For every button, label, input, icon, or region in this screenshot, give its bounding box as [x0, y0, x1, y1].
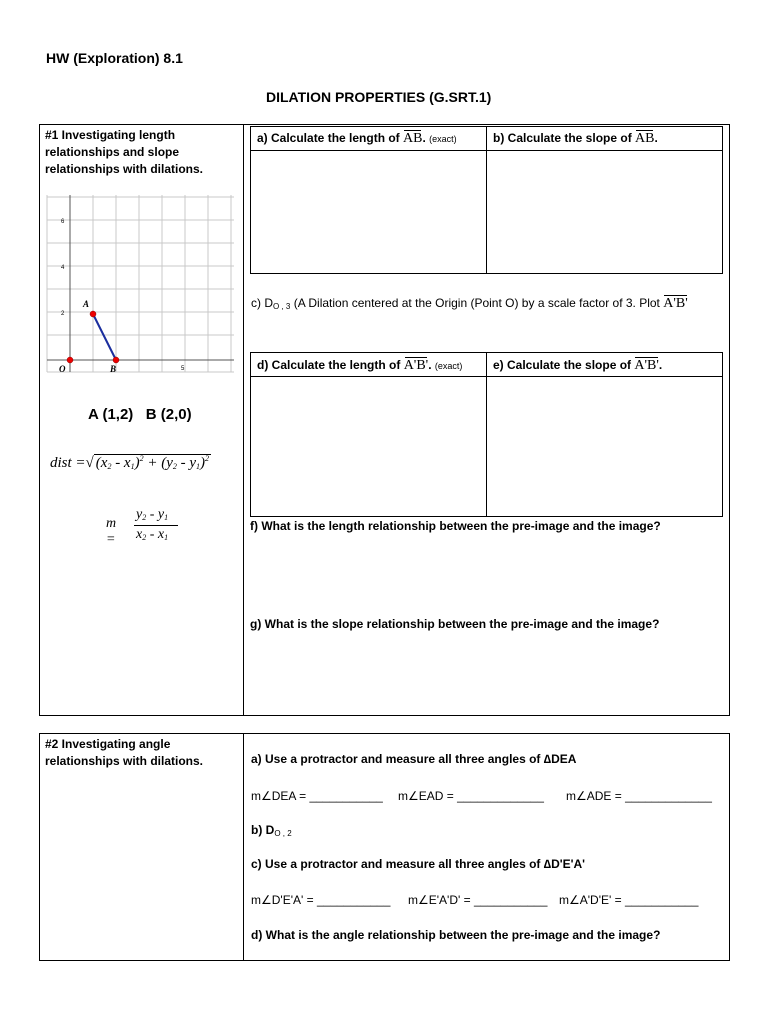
question-d: d) Calculate the length of A'B'. (exact) — [257, 358, 463, 373]
point-a — [90, 311, 96, 317]
question-g: g) What is the slope relationship between the pre-image and the image? — [250, 617, 660, 631]
angle-dprime-eprime-aprime[interactable]: m∠D'E'A' = ___________ — [251, 893, 391, 907]
label-o: O — [59, 364, 66, 374]
y-tick-2: 2 — [61, 311, 65, 317]
y-tick-4: 4 — [61, 265, 65, 271]
answer-a-area[interactable] — [252, 152, 485, 273]
section1-divider — [243, 124, 244, 716]
question-c: c) $D_{O , 3}$ (A Dilation centered at the Origin (Point O) by a scale factor of 3. Plot A'B' — [251, 296, 688, 311]
question-2a: a) Use a protractor and measure all three angles of ∆DEA — [251, 752, 577, 766]
question-b: b) Calculate the slope of AB. — [493, 131, 658, 146]
question-2d: d) What is the angle relationship between the pre-image and the image? — [251, 928, 661, 942]
segment-ab — [93, 314, 116, 360]
section2-divider — [243, 733, 244, 961]
question-f: f) What is the length relationship between the pre-image and the image? — [250, 519, 661, 533]
point-o — [67, 357, 73, 363]
page-subtitle: DILATION PROPERTIES (G.SRT.1) — [266, 89, 492, 105]
section2-heading: #2 Investigating angle relationships with dilations. — [45, 737, 204, 768]
y-tick-6: 6 — [61, 219, 65, 225]
label-a: A — [83, 299, 90, 309]
question-a: a) Calculate the length of AB. (exact) — [257, 131, 457, 146]
angle-eprime-aprime-dprime[interactable]: m∠E'A'D' = ___________ — [408, 893, 548, 907]
x-tick-5: 5 — [181, 366, 185, 372]
answer-d-area[interactable] — [252, 378, 485, 516]
question-2c: c) Use a protractor and measure all three angles of ∆D'E'A' — [251, 857, 586, 871]
section1-heading: #1 Investigating length relationships and slope relationships with dilations. — [45, 128, 204, 176]
distance-formula: dist =√ $(x_2 - x_1)^2 + (y_2 - y_1)^2$ — [50, 454, 210, 471]
label-b: B — [110, 364, 117, 374]
answer-e-area[interactable] — [488, 378, 722, 516]
angle-ade[interactable]: m∠ADE = _____________ — [566, 789, 712, 803]
answer-b-area[interactable] — [488, 152, 722, 273]
page-title: HW (Exploration) 8.1 — [46, 50, 183, 66]
point-b — [113, 357, 119, 363]
angle-ead[interactable]: m∠EAD = _____________ — [398, 789, 544, 803]
angle-dea[interactable]: m∠DEA = ___________ — [251, 789, 383, 803]
points-text: A (1,2) B (2,0) — [88, 406, 192, 423]
grid-lines — [47, 195, 234, 372]
question-2b: b) $D_{O , 2}$ — [251, 823, 292, 838]
angle-aprime-dprime-eprime[interactable]: m∠A'D'E' = ___________ — [559, 893, 699, 907]
coordinate-graph — [44, 190, 236, 376]
question-e: e) Calculate the slope of A'B'. — [493, 358, 663, 373]
